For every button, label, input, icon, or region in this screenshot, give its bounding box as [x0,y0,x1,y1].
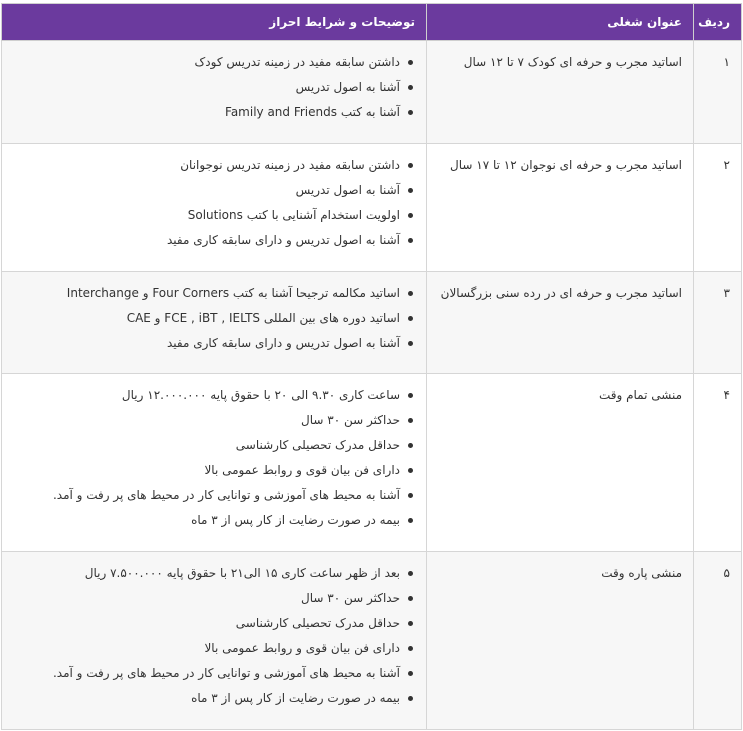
bullet-icon [408,110,413,115]
bullet-icon [408,518,413,523]
requirements-cell [2,41,427,144]
bullet-icon [408,418,413,423]
list-item [13,53,415,71]
bullet-icon [408,596,413,601]
requirement-text: دارای فن بیان قوی و روابط عمومی بالا [204,641,400,655]
requirement-text: داشتن سابقه مفید در زمینه تدریس کودک [194,55,400,69]
list-item [13,511,415,529]
requirement-text: داشتن سابقه مفید در زمینه تدریس نوجوانان [180,158,400,172]
job-title: اساتید مجرب و حرفه ای در رده سنی بزرگسالان [427,272,694,374]
requirement-text: دارای فن بیان قوی و روابط عمومی بالا [204,463,400,477]
requirements-list [13,386,415,529]
requirement-text: آشنا به محیط های آموزشی و توانایی کار در محیط های پر رفت و آمد. [52,488,400,502]
table-row [2,41,742,144]
bullet-icon [408,238,413,243]
list-item [13,231,415,249]
requirements-list [13,284,415,352]
requirement-text: آشنا به محیط های آموزشی و توانایی کار در محیط های پر رفت و آمد. [52,666,400,680]
requirement-text: آشنا به اصول تدریس [295,80,400,94]
row-number: ۱ [694,41,742,144]
table-row [2,552,742,730]
bullet-icon [408,443,413,448]
requirement-text: آشنا به کتب Family and Friends [225,105,400,119]
requirements-list [13,564,415,707]
list-item [13,411,415,429]
requirements-cell [2,552,427,730]
header-requirements: توضیحات و شرایط احراز [2,4,427,41]
list-item [13,386,415,404]
bullet-icon [408,341,413,346]
requirement-text: آشنا به اصول تدریس و دارای سابقه کاری مفید [167,336,400,350]
list-item [13,103,415,121]
requirement-text: آشنا به اصول تدریس [295,183,400,197]
requirements-list [13,53,415,121]
requirement-text: حداقل مدرک تحصیلی کارشناسی [235,616,400,630]
bullet-icon [408,291,413,296]
list-item [13,589,415,607]
bullet-icon [408,316,413,321]
bullet-icon [408,646,413,651]
table-row [2,144,742,272]
requirement-text: ساعت کاری ۹.۳۰ الی ۲۰ با حقوق پایه ۱۲.۰۰۰.۰۰۰ ریال [121,388,400,402]
bullet-icon [408,571,413,576]
table-row [2,272,742,374]
requirements-cell [2,144,427,272]
list-item [13,639,415,657]
requirement-text: بعد از ظهر ساعت کاری ۱۵ الی۲۱ با حقوق پایه ۷.۵۰۰.۰۰۰ ریال [84,566,400,580]
list-item [13,284,415,302]
requirement-text: اساتید دوره های بین المللی FCE , iBT , IELTS و CAE [126,311,400,325]
list-item [13,486,415,504]
requirement-text: اولویت استخدام آشنایی با کتب Solutions [187,208,400,222]
table-header-row [2,4,742,41]
row-number: ۲ [694,144,742,272]
list-item [13,181,415,199]
bullet-icon [408,671,413,676]
bullet-icon [408,213,413,218]
row-number: ۳ [694,272,742,374]
bullet-icon [408,163,413,168]
requirement-text: حداکثر سن ۳۰ سال [301,413,400,427]
bullet-icon [408,493,413,498]
requirement-text: بیمه در صورت رضایت از کار پس از ۳ ماه [191,513,400,527]
requirement-text: حداکثر سن ۳۰ سال [301,591,400,605]
list-item [13,78,415,96]
requirement-text: آشنا به اصول تدریس و دارای سابقه کاری مفید [167,233,400,247]
list-item [13,689,415,707]
list-item [13,334,415,352]
requirement-text: حداقل مدرک تحصیلی کارشناسی [235,438,400,452]
list-item [13,436,415,454]
requirements-cell [2,272,427,374]
bullet-icon [408,696,413,701]
job-listings-table [1,3,742,730]
job-title: منشی پاره وقت [427,552,694,730]
header-row-number: ردیف [694,4,742,41]
list-item [13,564,415,582]
row-number: ۴ [694,374,742,552]
list-item [13,461,415,479]
list-item [13,206,415,224]
list-item [13,614,415,632]
list-item [13,156,415,174]
bullet-icon [408,60,413,65]
bullet-icon [408,393,413,398]
row-number: ۵ [694,552,742,730]
header-job-title: عنوان شغلی [427,4,694,41]
job-title: منشی تمام وقت [427,374,694,552]
requirement-text: بیمه در صورت رضایت از کار پس از ۳ ماه [191,691,400,705]
list-item [13,309,415,327]
list-item [13,664,415,682]
bullet-icon [408,621,413,626]
bullet-icon [408,468,413,473]
table-row [2,374,742,552]
requirements-list [13,156,415,249]
job-title: اساتید مجرب و حرفه ای کودک ۷ تا ۱۲ سال [427,41,694,144]
bullet-icon [408,85,413,90]
job-title: اساتید مجرب و حرفه ای نوجوان ۱۲ تا ۱۷ سال [427,144,694,272]
requirements-cell [2,374,427,552]
bullet-icon [408,188,413,193]
requirement-text: اساتید مکالمه ترجیحا آشنا به کتب Four Corners و Interchange [66,286,400,300]
